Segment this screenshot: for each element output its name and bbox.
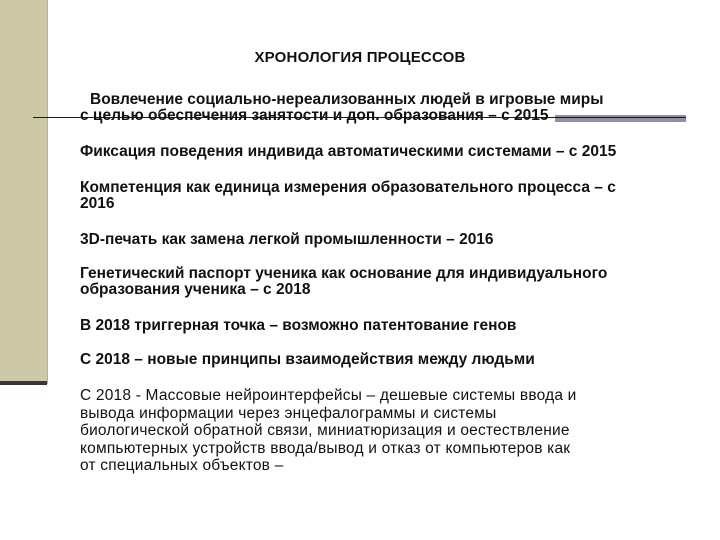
timeline-item-line: В 2018 триггерная точка – возможно патентование генов	[80, 317, 517, 334]
timeline-item-line: Генетический паспорт ученика как основание для индивидуального	[80, 265, 608, 282]
timeline-item-line: от специальных объектов –	[80, 457, 284, 474]
timeline-item-8	[80, 387, 710, 475]
slide-title: ХРОНОЛОГИЯ ПРОЦЕССОВ	[254, 49, 466, 66]
timeline-item-2	[80, 144, 710, 160]
timeline-item-4	[80, 232, 710, 248]
timeline-item-line: с целью обеспечения занятости и доп. образования – с 2015	[80, 107, 549, 124]
timeline-item-line: вывода информации через энцефалограммы и системы	[80, 404, 497, 422]
timeline-item-line: Вовлечение социально-нереализованных людей в игровые миры	[90, 91, 604, 108]
timeline-item-line: С 2018 - Массовые нейроинтерфейсы – дешевые системы ввода и	[80, 387, 577, 404]
timeline-item-3	[80, 180, 710, 212]
timeline-item-line: С 2018 – новые принципы взаимодействия между людьми	[80, 351, 535, 368]
timeline-item-6	[80, 318, 710, 334]
timeline-item-7	[80, 352, 710, 368]
timeline-item-line: образования ученика – с 2018	[80, 281, 311, 298]
side-decoration-rule	[0, 381, 47, 385]
timeline-item-line: Фиксация поведения индивида автоматическими системами – с 2015	[80, 143, 617, 160]
timeline-item-line: Компетенция как единица измерения образовательного процесса – с	[80, 179, 616, 196]
timeline-item-5	[80, 266, 710, 298]
timeline-item-line: 3D-печать как замена легкой промышленности – 2016	[80, 231, 494, 248]
timeline-item-line: 2016	[80, 195, 115, 212]
timeline-item-1	[80, 92, 710, 124]
timeline-item-line: биологической обратной связи, миниатюризация и оестествление	[80, 422, 570, 439]
timeline-item-line: компьютерных устройств ввода/вывод и отказ от компьютеров как	[80, 439, 571, 457]
